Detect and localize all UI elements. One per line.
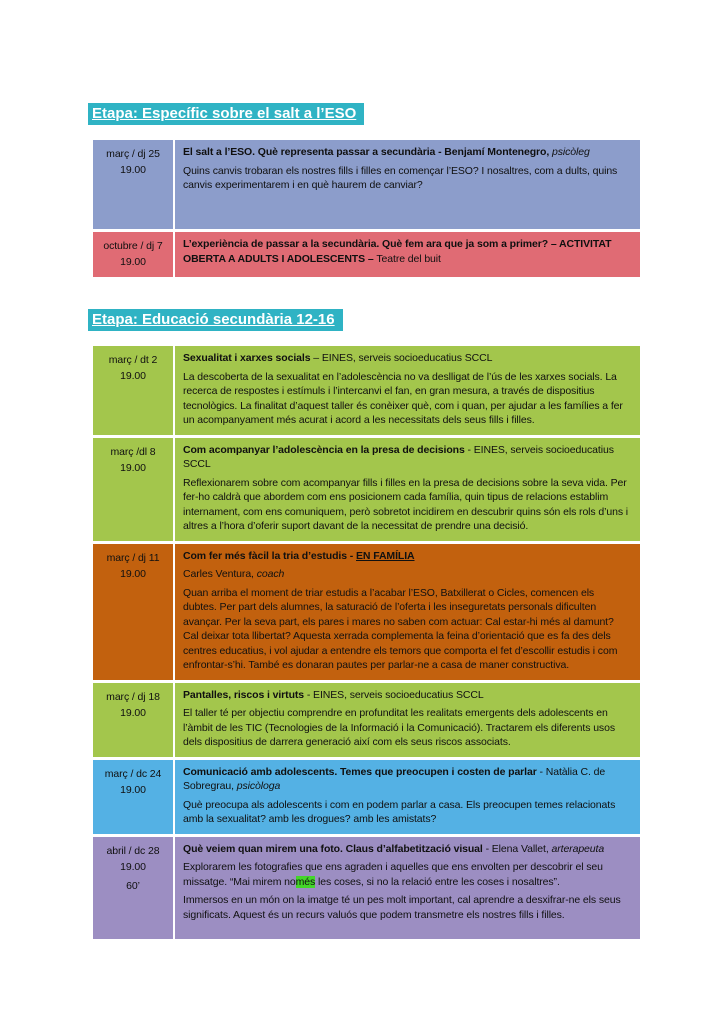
session-date: març /dl 8 (110, 445, 156, 458)
session-date: març / dt 2 (108, 354, 158, 366)
session-title-org: – EINES, serveis socioeducatius SCCL (310, 352, 493, 364)
session-details-cell (175, 544, 640, 680)
session-row (93, 683, 640, 757)
schedule-table (93, 346, 640, 939)
session-date-cell (93, 232, 173, 277)
session-title (183, 351, 630, 366)
session-title-bold: Com acompanyar l’adolescència en la presa de decisions (183, 443, 465, 456)
session-title (183, 842, 630, 857)
session-title-bold: Sexualitat i xarxes socials (183, 352, 311, 364)
session-title-regular: Teatre del buit (376, 252, 441, 265)
session-speaker-name: - Elena Vallet, (482, 842, 552, 855)
session-details-cell (175, 346, 640, 435)
highlighted-text: més (295, 875, 316, 888)
session-title-org: - EINES, serveis socioeducatius SCCL (304, 688, 484, 701)
session-details-cell (175, 837, 640, 939)
session-row (93, 837, 640, 939)
session-description (183, 860, 630, 889)
session-description: La descoberta de la sexualitat en l’adolescència no va deslligat de l’ús de les xarxes socials. La recerca de respostes i estímuls i l’intercanvi el fan, en gran mesura, a través de dispositius tecnològics. La finalitat d’aquest taller és conèixer què, com i quan, per ajudar a les famílies a fer un acompanyament més acurat i acord a les necessitats dels seus fills i filles. (183, 370, 623, 426)
session-details-cell (175, 232, 640, 277)
session-duration: 60’ (126, 879, 140, 892)
session-row (93, 346, 640, 435)
section-salt-eso (88, 103, 640, 277)
session-date-cell (93, 438, 173, 541)
session-date-cell (93, 760, 173, 834)
session-title-bold: L’experiència de passar a la secundària. Què fem ara que ja som a primer? – ACTIVITAT OBERTA A ADULTS I ADOLESCENTS – (183, 238, 612, 265)
session-title-bold: Com fer més fàcil la tria d’estudis - (183, 549, 357, 562)
session-date-cell (93, 683, 173, 757)
session-speaker-role: psicòleg (551, 146, 590, 158)
session-row (93, 760, 640, 834)
session-title (183, 145, 630, 160)
session-title (183, 443, 630, 472)
session-time: 19.00 (120, 706, 146, 719)
session-speaker-role: psicòloga (236, 780, 281, 792)
section-heading: Etapa: Educació secundària 12-16 (88, 309, 343, 331)
section-secundaria-12-16 (88, 309, 640, 939)
session-date: abril / dc 28 (106, 844, 160, 857)
section-heading: Etapa: Específic sobre el salt a l’ESO (88, 103, 364, 125)
session-time: 19.00 (120, 164, 146, 176)
session-details-cell (175, 683, 640, 757)
session-time: 19.00 (120, 256, 146, 268)
session-time: 19.00 (120, 567, 146, 580)
session-speaker-role: coach (256, 568, 285, 580)
session-speaker-role: arterapeuta (551, 842, 605, 855)
session-row (93, 140, 640, 229)
session-row (93, 438, 640, 541)
session-date-cell (93, 544, 173, 680)
session-title-bold: El salt a l’ESO. Què representa passar a secundària - Benjamí Montenegro, (183, 146, 552, 158)
session-title (183, 688, 630, 703)
session-title-family-tag: EN FAMÍLIA (356, 549, 415, 562)
session-description: El taller té per objectiu comprendre en profunditat les realitats emergents dels adolescents en l’àmbit de les TIC (Tecnologies de la Informació i la Comunicació). Tractarem els diferents usos dels dispositius de darrera generació així com els seus riscos associats. (183, 707, 615, 748)
session-time: 19.00 (120, 783, 146, 796)
session-details-cell (175, 760, 640, 834)
session-date-cell (93, 346, 173, 435)
session-title-bold: Pantalles, riscos i virtuts (183, 688, 305, 701)
session-title (183, 765, 630, 794)
session-date: març / dj 11 (106, 551, 160, 564)
session-date: octubre / dj 7 (103, 240, 163, 252)
session-time: 19.00 (120, 860, 146, 873)
session-description: Què preocupa als adolescents i com en podem parlar a casa. Els preocupen temes relacionats amb la sexualitat? amb les drogues? amb les amistats? (183, 798, 616, 825)
session-details-cell (175, 140, 640, 229)
session-date: març / dc 24 (104, 767, 162, 780)
session-date-cell (93, 140, 173, 229)
session-title-bold: Comunicació amb adolescents. Temes que preocupen i costen de parlar (183, 765, 537, 778)
session-title-org: - EINES, serveis socioeducatius SCCL (183, 443, 614, 470)
session-speaker (183, 567, 630, 582)
session-date-cell (93, 837, 173, 939)
session-row (93, 544, 640, 680)
session-description: Quins canvis trobaran els nostres fills i filles en començar l’ESO? I nosaltres, com a dults, quins canvis experimentarem i en què haurem de canviar? (183, 164, 618, 191)
session-speaker-name: Carles Ventura, (183, 568, 257, 580)
session-description: Immersos en un món on la imatge té un pes molt important, cal aprendre a desxifrar-ne els seus significats. Aquest és un recurs valuós que podem transmetre els nostres fills i filles. (183, 894, 621, 921)
session-time: 19.00 (120, 370, 146, 382)
session-body-text: les coses, si no la relació entre les coses i nosaltres”. (315, 875, 560, 888)
session-time: 19.00 (120, 461, 146, 474)
session-title (183, 237, 630, 266)
session-description: Quan arriba el moment de triar estudis a l’acabar l’ESO, Batxillerat o Cicles, comencen els dubtes. Per part dels alumnes, la saturació de l’oferta i les inseguretats personals dificulten avançar. Per la seva part, els pares i mares no saben com actuar: Cal estar-hi més al damunt? Cal deixar tota llibertat? Aquesta xerrada complementa la feina d’orientació que es fa des dels centres educatius, i vol ajudar a entendre els temors que comporta el fet d’escollir estudis i com enfrontar-s’hi. També es donaran pautes per parlar-ne a casa de maner constructiva. (183, 586, 618, 671)
session-body-text: Explorarem les fotografies que ens agraden i aquelles que ens envolten per descobrir el seu missatge. “Mai mirem no (183, 861, 603, 888)
session-description: Reflexionarem sobre com acompanyar fills i filles en la presa de decisions sobre la seva vida. Per fer-ho caldrà que abordem com ens posicionem cada família, quin tipus de relacions establim internament, com ens comuniquem, però sobretot incidirem en descubrir quins són els rols d’uns i altres a l’hora d’oferir suport davant de la necessitat de prendre una decisió. (183, 476, 629, 532)
session-speaker-name: - Natàlia C. de Sobregrau, (183, 765, 606, 792)
session-row (93, 232, 640, 277)
session-title-bold: Què veiem quan mirem una foto. Claus d’alfabetització visual (183, 842, 483, 855)
schedule-table (93, 140, 640, 277)
session-details-cell (175, 438, 640, 541)
session-date: març / dj 18 (106, 690, 160, 703)
session-date: març / dj 25 (106, 148, 160, 160)
session-title (183, 549, 630, 564)
